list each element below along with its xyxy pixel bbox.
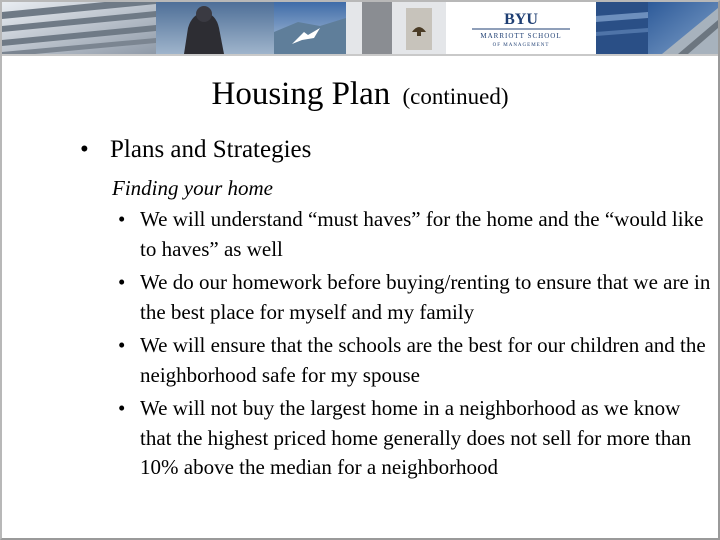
banner-photo-building (2, 2, 156, 54)
slide-title (2, 74, 718, 117)
list-item-text: We do our homework before buying/renting to ensure that we are in the best place for myself and my family (140, 270, 711, 324)
banner-divider (2, 54, 718, 56)
bullet-list (112, 205, 712, 487)
list-item (112, 268, 712, 327)
list-item (112, 205, 712, 264)
section-bullet (80, 135, 311, 165)
list-item-text: We will ensure that the schools are the best for our children and the neighborhood safe for my spouse (140, 333, 706, 387)
logo-subtext-2: OF MANAGEMENT (492, 43, 550, 48)
banner-photo-modern-building (648, 2, 718, 54)
subsection-heading: Finding your home (112, 176, 273, 200)
bullet-marker: • (118, 270, 126, 294)
slide-title-main: Housing Plan (211, 76, 391, 112)
bullet-marker: • (118, 396, 126, 420)
slide-title-sub: (continued) (402, 84, 509, 109)
bullet-marker: • (80, 136, 89, 163)
logo-subtext-1: MARRIOTT SCHOOL (480, 32, 562, 40)
banner-photo-belltower (346, 2, 446, 54)
banner-photo-mountain (274, 2, 346, 54)
list-item-text: We will not buy the largest home in a neighborhood as we know that the highest priced home generally does not sell for more than 10% above the median for a neighborhood (140, 396, 692, 479)
banner-photo-sea (596, 2, 648, 54)
header-banner (2, 2, 718, 54)
banner-photo-statue (156, 2, 274, 54)
bullet-marker: • (118, 333, 126, 357)
list-item-text: We will understand “must haves” for the home and the “would like to haves” as well (140, 207, 704, 261)
logo-text: BYU (504, 11, 538, 28)
list-item (112, 331, 712, 390)
list-item (112, 394, 712, 483)
bullet-marker: • (118, 207, 126, 231)
section-label: Plans and Strategies (110, 136, 312, 163)
byu-marriott-logo (446, 2, 596, 54)
